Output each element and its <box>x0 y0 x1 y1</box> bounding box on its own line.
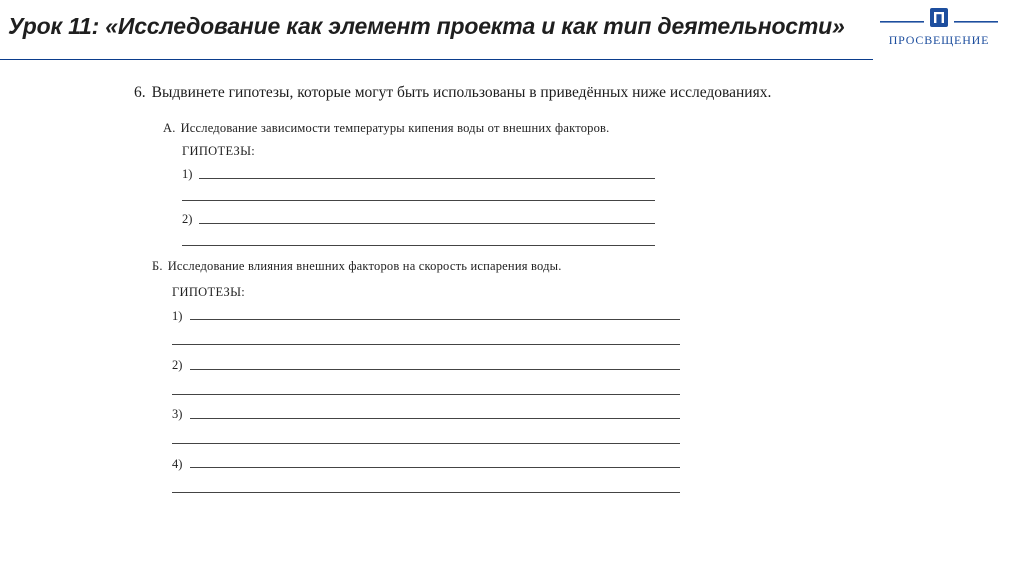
section-b-title <box>152 259 562 274</box>
section-b-item-number: 1) <box>172 309 183 323</box>
section-b-hypotheses-label: ГИПОТЕЗЫ: <box>172 285 246 299</box>
section-b-item-number: 2) <box>172 358 183 372</box>
task-question <box>134 84 771 102</box>
section-b-answer-line[interactable] <box>190 319 680 320</box>
section-b-answer-line[interactable] <box>190 467 680 468</box>
section-b-text: Исследование влияния внешних факторов на скорость испарения воды. <box>167 259 562 273</box>
section-a-letter: А. <box>163 121 176 135</box>
section-a-answer-line[interactable] <box>182 200 655 201</box>
section-b-answer-line[interactable] <box>172 394 680 395</box>
publisher-logo-text: ПРОСВЕЩЕНИЕ <box>888 33 990 47</box>
publisher-logo <box>876 6 1002 52</box>
task-number: 6. <box>134 84 146 101</box>
slide-title: Урок 11: «Исследование как элемент проекта и как тип деятельности» <box>8 13 845 39</box>
section-b-answer-line[interactable] <box>172 492 680 493</box>
section-b-item-number: 4) <box>172 457 183 471</box>
section-a-item-number: 2) <box>182 212 193 226</box>
section-b-answer-line[interactable] <box>190 418 680 419</box>
publisher-emblem-icon <box>876 6 1002 34</box>
section-a-title <box>163 121 610 136</box>
section-a-hypotheses-label: ГИПОТЕЗЫ: <box>182 144 256 158</box>
section-b-answer-line[interactable] <box>190 369 680 370</box>
section-b-item-number: 3) <box>172 407 183 421</box>
section-b-letter: Б. <box>152 259 163 273</box>
section-a-answer-line[interactable] <box>199 178 655 179</box>
section-a-item-number: 1) <box>182 167 193 181</box>
section-a-answer-line[interactable] <box>182 245 655 246</box>
section-a-answer-line[interactable] <box>199 223 655 224</box>
section-a-text: Исследование зависимости температуры кипения воды от внешних факторов. <box>180 121 610 135</box>
section-b-answer-line[interactable] <box>172 443 680 444</box>
title-underline <box>0 59 873 60</box>
task-text: Выдвинете гипотезы, которые могут быть использованы в приведённых ниже исследованиях. <box>151 84 772 101</box>
section-b-answer-line[interactable] <box>172 344 680 345</box>
